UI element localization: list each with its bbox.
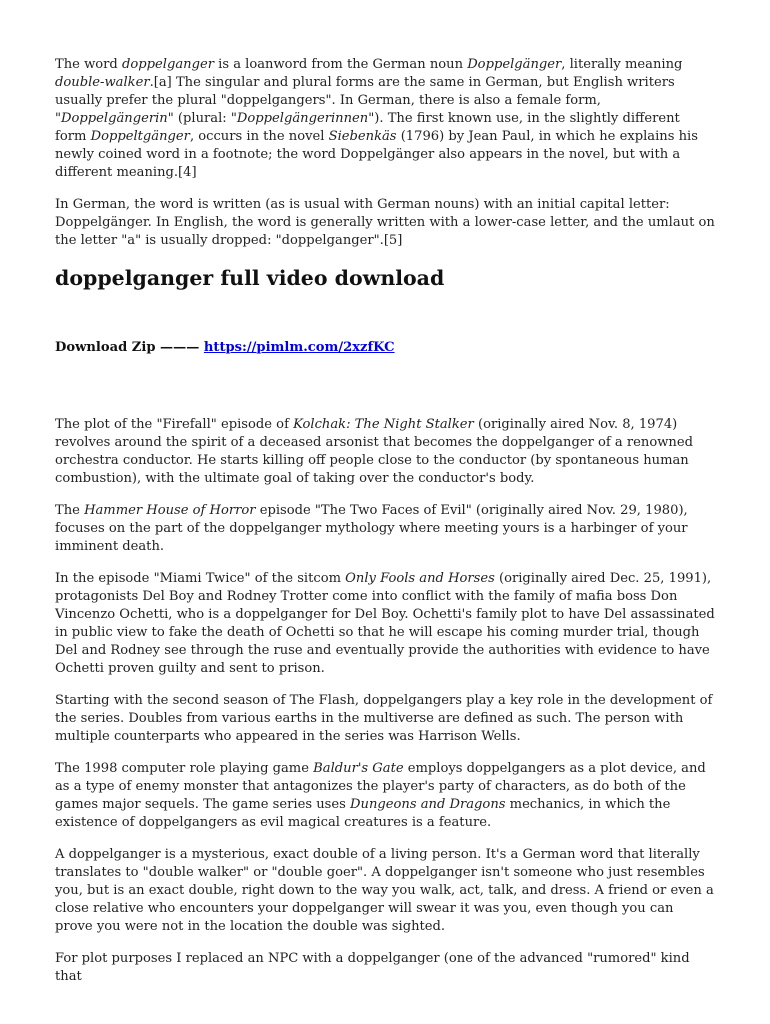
intro-paragraph-1: The word doppelganger is a loanword from the German noun Doppelgänger, literally meaning double-walker.[a] The singular and plural forms are the same in German, but English writers usually prefer the plural "doppelgangers". In German, there is also a female form, "Doppelgängerin" (plural: "Doppelgängerinnen"). The first known use, in the slightly different form Doppeltgänger, occurs in the novel Siebenkäs (1796) by Jean Paul, in which he explains his newly coined word in a footnote; the word Doppelgänger also appears in the novel, but with a different meaning.[4] bbox=[55, 57, 698, 180]
body-paragraph-7: For plot purposes I replaced an NPC with a doppelganger (one of the advanced "rumored" kind that bbox=[55, 951, 690, 984]
page-title: doppelganger full video download bbox=[55, 266, 445, 290]
body-paragraph-3: In the episode "Miami Twice" of the sitcom Only Fools and Horses (originally aired Dec. 25, 1991), protagonists Del Boy and Rodney Trotter come into conflict with the family of mafia boss Don Vincenzo Ochetti, who is a doppelganger for Del Boy. Ochetti's family plot to have Del assassinated in public view to fake the death of Ochetti so that he will escape his coming murder trial, though Del and Rodney see through the ruse and eventually provide the authorities with evidence to have Ochetti proven guilty and sent to prison. bbox=[55, 571, 715, 676]
body-paragraph-2: The Hammer House of Horror episode "The Two Faces of Evil" (originally aired Nov. 29, 1980), focuses on the part of the doppelganger mythology where meeting yours is a harbinger of your imminent death. bbox=[55, 503, 688, 554]
document-page bbox=[55, 56, 715, 1000]
download-line bbox=[55, 339, 715, 357]
body-paragraph-6: A doppelganger is a mysterious, exact double of a living person. It's a German word that literally translates to "double walker" or "double goer". A doppelganger isn't someone who just resembles you, but is an exact double, right down to the way you walk, act, talk, and dress. A friend or even a close relative who encounters your doppelganger will swear it was you, even though you can prove you were not in the location the double was sighted. bbox=[55, 847, 714, 934]
download-label: Download Zip ——— bbox=[55, 340, 204, 355]
spacer bbox=[55, 357, 715, 416]
intro-paragraph-2: In German, the word is written (as is usual with German nouns) with an initial capital letter: Doppelgänger. In English, the word is generally written with a lower-case letter, and the umlaut on the letter "a" is usually dropped: "doppelganger".[5] bbox=[55, 197, 715, 248]
body-paragraph-1: The plot of the "Firefall" episode of Kolchak: The Night Stalker (originally aired Nov. 8, 1974) revolves around the spirit of a deceased arsonist that becomes the doppelganger of a renowned orchestra conductor. He starts killing off people close to the conductor (by spontaneous human combustion), with the ultimate goal of taking over the conductor's body. bbox=[55, 417, 693, 486]
body-paragraph-5: The 1998 computer role playing game Baldur's Gate employs doppelgangers as a plot device, and as a type of enemy monster that antagonizes the player's party of characters, as do both of the games major sequels. The game series uses Dungeons and Dragons mechanics, in which the existence of doppelgangers as evil magical creatures is a feature. bbox=[55, 761, 706, 830]
download-link[interactable]: https://pimlm.com/2xzfKC bbox=[203, 340, 395, 355]
body-paragraph-4: Starting with the second season of The Flash, doppelgangers play a key role in the development of the series. Doubles from various earths in the multiverse are defined as such. The person with multiple counterparts who appeared in the series was Harrison Wells. bbox=[55, 693, 713, 744]
